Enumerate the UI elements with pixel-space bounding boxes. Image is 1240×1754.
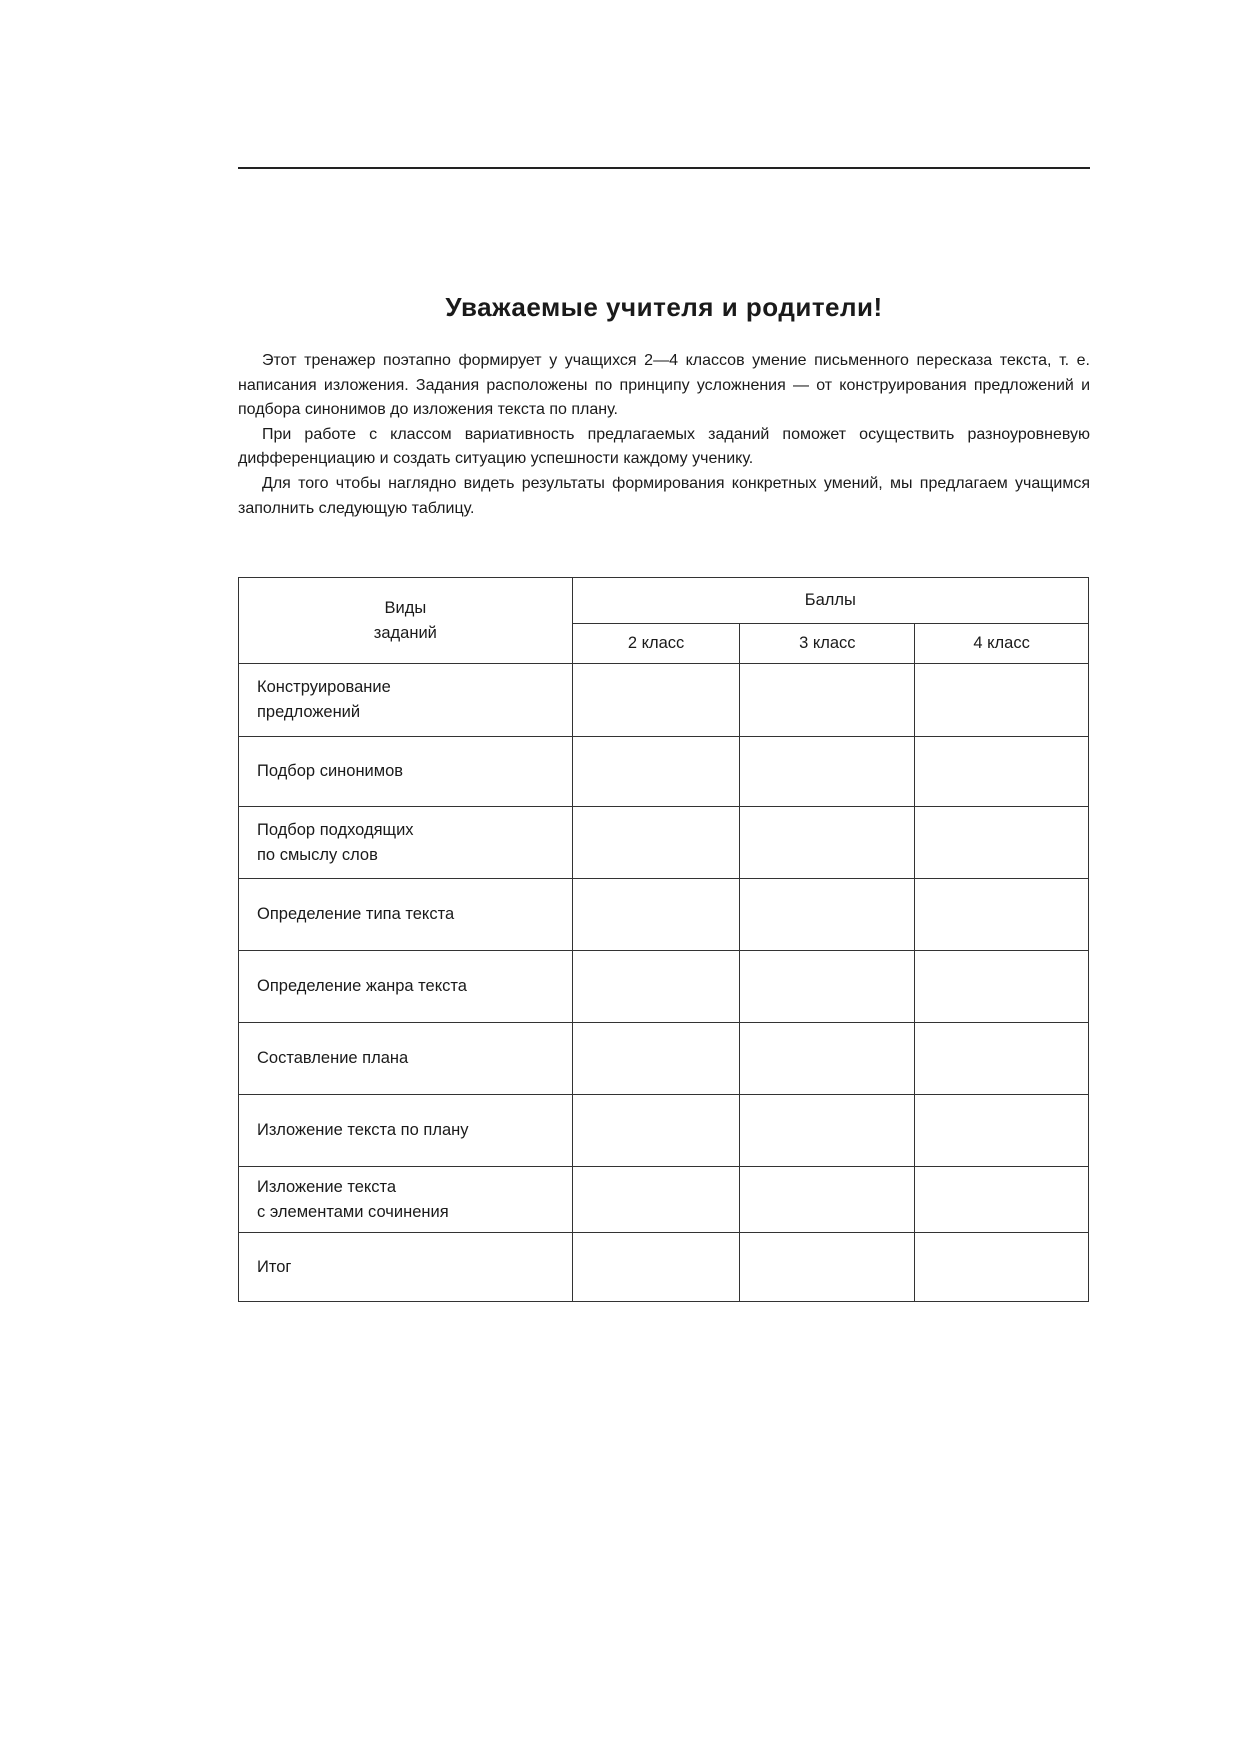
score-cell-grade-3[interactable] [740, 951, 915, 1023]
score-cell-grade-4[interactable] [915, 664, 1089, 737]
score-cell-grade-2[interactable] [572, 1023, 740, 1095]
table-row [239, 737, 1089, 807]
table-row [239, 1167, 1089, 1233]
paragraph: При работе с классом вариативность предлагаемых заданий поможет осуществить разноуровневую дифференциацию и создать ситуацию успешности каждому ученику. [238, 425, 1090, 468]
score-cell-grade-4[interactable] [915, 807, 1089, 879]
task-type-cell [239, 1095, 573, 1167]
intro-text [238, 349, 1090, 521]
task-type-label: Изложение текста по плану [257, 1121, 469, 1139]
task-type-cell [239, 737, 573, 807]
score-cell-grade-3[interactable] [740, 664, 915, 737]
table-row [239, 664, 1089, 737]
score-cell-grade-4[interactable] [915, 951, 1089, 1023]
score-cell-grade-2[interactable] [572, 1167, 740, 1233]
header-grade-3: 3 класс [740, 624, 915, 664]
task-type-cell [239, 1167, 573, 1233]
task-type-label: Определение типа текста [257, 905, 455, 923]
header-rule [238, 167, 1090, 169]
page-title: Уважаемые учителя и родители! [445, 292, 883, 322]
table-row [239, 951, 1089, 1023]
score-cell-grade-3[interactable] [740, 807, 915, 879]
scores-table [238, 577, 1089, 1302]
task-type-label: Изложение текста с элементами сочинения [257, 1177, 449, 1221]
table-row [239, 807, 1089, 879]
score-cell-grade-2[interactable] [572, 1233, 740, 1302]
paragraph: Для того чтобы наглядно видеть результаты формирования конкретных умений, мы предлагаем учащимся заполнить следующую таблицу. [238, 474, 1090, 517]
score-cell-grade-3[interactable] [740, 1167, 915, 1233]
task-type-cell [239, 1023, 573, 1095]
task-type-cell [239, 664, 573, 737]
task-type-label: Подбор синонимов [257, 762, 404, 780]
score-cell-grade-2[interactable] [572, 951, 740, 1023]
score-cell-grade-4[interactable] [915, 1233, 1089, 1302]
score-cell-grade-3[interactable] [740, 737, 915, 807]
header-grade-4: 4 класс [915, 624, 1089, 664]
table-row [239, 879, 1089, 951]
table-row [239, 1233, 1089, 1302]
task-type-label: Подбор подходящих по смыслу слов [257, 820, 414, 864]
task-type-label: Конструирование предложений [257, 678, 391, 721]
task-type-label: Составление плана [257, 1049, 409, 1067]
table-row [239, 1023, 1089, 1095]
header-grade-2: 2 класс [572, 624, 740, 664]
score-cell-grade-2[interactable] [572, 737, 740, 807]
score-cell-grade-4[interactable] [915, 737, 1089, 807]
score-cell-grade-4[interactable] [915, 1095, 1089, 1167]
score-cell-grade-3[interactable] [740, 879, 915, 951]
task-type-label: Итог [257, 1257, 292, 1276]
task-type-cell [239, 879, 573, 951]
score-cell-grade-4[interactable] [915, 1023, 1089, 1095]
score-cell-grade-4[interactable] [915, 879, 1089, 951]
score-cell-grade-2[interactable] [572, 664, 740, 737]
task-type-cell [239, 951, 573, 1023]
score-cell-grade-4[interactable] [915, 1167, 1089, 1233]
task-type-label: Определение жанра текста [257, 977, 467, 995]
score-cell-grade-3[interactable] [740, 1023, 915, 1095]
score-cell-grade-2[interactable] [572, 1095, 740, 1167]
header-scores: Баллы [572, 578, 1088, 624]
score-cell-grade-3[interactable] [740, 1095, 915, 1167]
task-type-cell [239, 807, 573, 879]
score-cell-grade-2[interactable] [572, 807, 740, 879]
header-task-types: Виды заданий [239, 578, 573, 664]
paragraph: Этот тренажер поэтапно формирует у учащихся 2—4 классов умение письменного пересказа текста, т. е. написания изложения. Задания расположены по принципу усложнения — от конструирования предложений и подбора синонимов до изложения текста по плану. [238, 352, 1090, 419]
score-cell-grade-2[interactable] [572, 879, 740, 951]
score-cell-grade-3[interactable] [740, 1233, 915, 1302]
task-type-cell [239, 1233, 573, 1302]
table-row [239, 1095, 1089, 1167]
